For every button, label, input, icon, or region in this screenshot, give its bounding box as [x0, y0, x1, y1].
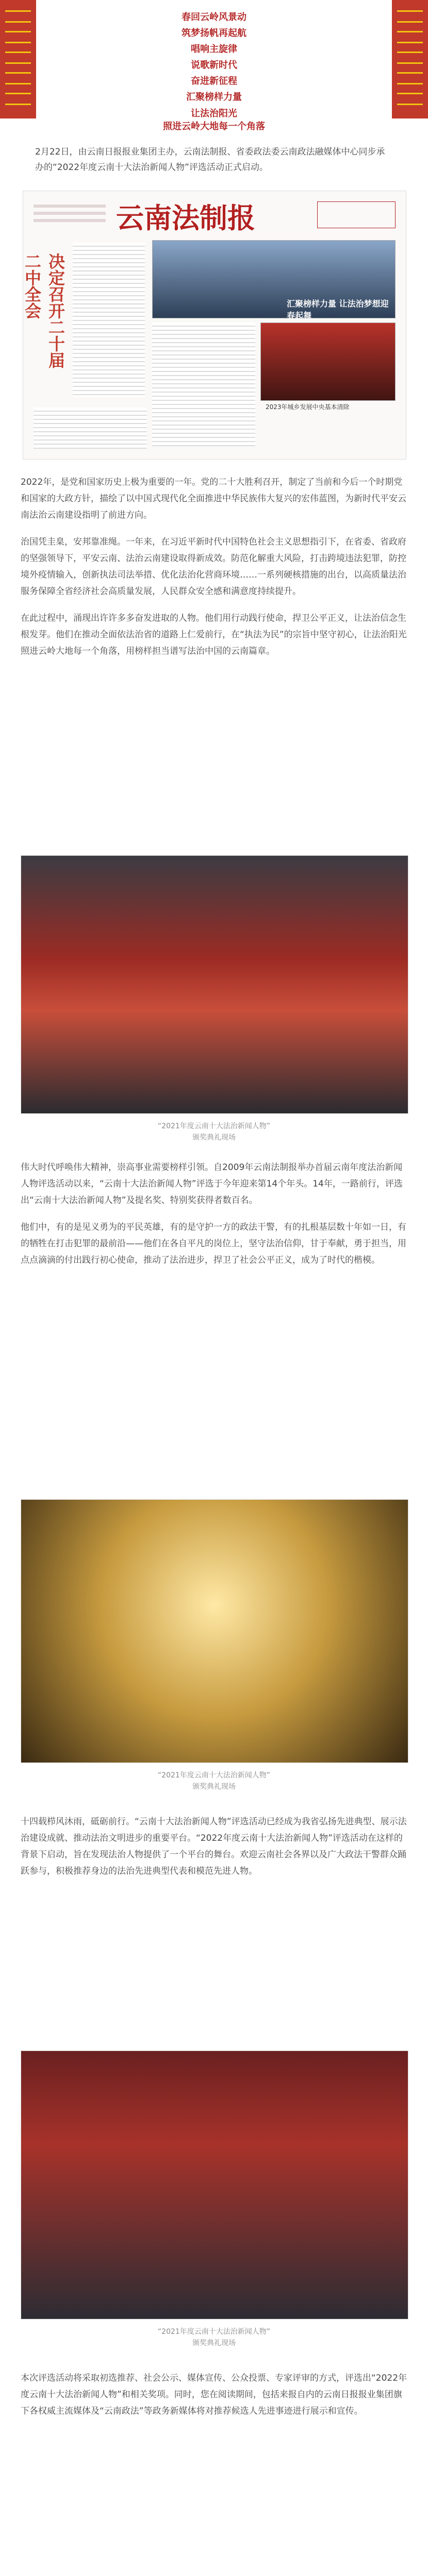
paragraph: 伟大时代呼唤伟大精神，崇高事业需要榜样引领。自2009年云南法制报举办首届云南年度法治新闻人物评选活动以来，“云南十大法治新闻人物”评选于今年迎来第14个年头。14年，一路前行，评选出“云南十大法治新闻人物”及提名奖、特别奖获得者数百名。 [21, 1162, 403, 1206]
paragraph-block-1 [21, 474, 407, 670]
intro-text: 2月22日，由云南日报报业集团主办，云南法制报、省委政法委云南政法融媒体中心同步承办的“2022年度云南十大法治新闻人物”评选活动正式启动。 [35, 147, 385, 173]
paragraph: 治国凭圭臬，安邦靠准绳。一年来，在习近平新时代中国特色社会主义思想指引下，在省委、省政府的坚强领导下，平安云南、法治云南建设取得新成效。防范化解重大风险，打击跨境违法犯罪，防控境外疫情输入，创新执法司法举措、优化法治化营商环境……一系列硬核措施的出台，以高质量法治服务保障全省经济社会高质量发展，人民群众安全感和满意度持续提升。 [21, 537, 406, 597]
slogan-line: 汇聚榜样力量 [186, 92, 242, 103]
newspaper-image [23, 191, 406, 460]
photo-caption-3 [21, 2326, 407, 2349]
caption-title: “2021年度云南十大法治新闻人物” [157, 1771, 271, 1780]
newspaper-headline: 决定召开二十届二中全会 [22, 253, 65, 368]
paragraph: 他们中，有的是见义勇为的平民英雄，有的是守护一方的政法干警，有的扎根基层数十年如一日，有的牺牲在打击犯罪的最前沿——他们在各自平凡的岗位上，坚守法治信仰，甘于奉献，勇于担当，用点点滴滴的付出践行初心使命，推动了法治进步，捍卫了社会公平正义，成为了时代的楷模。 [21, 1222, 406, 1265]
paragraph: 本次评选活动将采取初选推荐、社会公示、媒体宣传、公众投票、专家评审的方式，评选出“2022年度云南十大法治新闻人物”和相关奖项。同时，您在阅读期间，包括来报自内的云南日报报业集团旗下各权威主流媒体及“云南政法”等政务新媒体将对推荐候选人先进事迹进行展示和宣传。 [21, 2373, 407, 2416]
paragraph-block-4 [21, 2370, 407, 2430]
right-ribbon [392, 0, 428, 118]
slogan-list-3 [98, 118, 330, 134]
left-ribbon [0, 0, 36, 118]
newspaper-column [73, 243, 145, 397]
ceremony-photo-1 [21, 855, 408, 1114]
photo-caption-1 [21, 1121, 407, 1143]
slogan-list [98, 9, 330, 105]
newspaper-footer [34, 408, 147, 449]
newspaper-masthead: 云南法制报 [116, 201, 255, 234]
slogan-line: 筑梦扬帆再起航 [182, 28, 246, 39]
caption-credit: 颁奖典礼现场 [192, 1783, 236, 1791]
paragraph: 十四载栉风沐雨，砥砺前行。“云南十大法治新闻人物”评选活动已经成为我省弘扬先进典型、展示法治建设成就、推动法治文明进步的重要平台。“2022年度云南十大法治新闻人物”评选活动在这样的背景下启动，旨在发现法治人物提供了一个平台的舞台。欢迎云南社会各界以及广大政法干警群众踊跃参与，积极推荐身边的法治先进典型代表和模范先进人物。 [21, 1817, 407, 1876]
caption-title: “2021年度云南十大法治新闻人物” [157, 1122, 271, 1130]
newspaper-caption: 2023年城乡发展中央基本清除 [266, 403, 350, 411]
newspaper-photo-1 [152, 240, 396, 318]
slogan-line: 说歌新时代 [191, 60, 237, 71]
slogan-line: 照进云岭大地每一个角落 [163, 121, 265, 132]
ceremony-photo-2 [21, 2050, 408, 2319]
slogan-line: 奋进新征程 [191, 76, 237, 87]
photo-caption-2 [21, 1770, 407, 1792]
paragraph-block-3 [21, 1814, 407, 1890]
slogan-line: 让法治阳光 [191, 108, 237, 119]
caption-credit: 颁奖典礼现场 [192, 1133, 236, 1142]
slogan-line: 唱响主旋律 [191, 44, 237, 55]
paragraph: 在此过程中，涌现出许许多多奋发进取的人物。他们用行动践行使命，捍卫公平正义，让法治信念生根发芽。他们在推动全面依法治省的道路上仁爱前行，在“执法为民”的宗旨中坚守初心，让法治阳光照进云岭大地每一个角落，用榜样担当谱写法治中国的云南篇章。 [21, 613, 407, 656]
newspaper-meta-box [317, 201, 396, 228]
caption-title: “2021年度云南十大法治新闻人物” [157, 2328, 271, 2336]
trophy-photo [21, 1499, 408, 1763]
newspaper-photo-2 [260, 323, 396, 401]
newspaper-body [152, 323, 255, 446]
slogan-line: 春回云岭风景动 [182, 12, 246, 23]
paragraph-block-2 [21, 1159, 407, 1279]
newspaper-topline [34, 200, 106, 226]
paragraph: 2022年，是党和国家历史上极为重要的一年。党的二十大胜利召开，制定了当前和今后一个时期党和国家的大政方针，描绘了以中国式现代化全面推进中华民族伟大复兴的宏伟蓝图，为新时代平安云南法治云南建设指明了前进方向。 [21, 477, 406, 520]
newspaper-subhead: 汇聚榜样力量 让法治梦想迎春起舞 [287, 299, 389, 320]
caption-credit: 颁奖典礼现场 [192, 2339, 236, 2347]
slogan-banner [0, 0, 428, 132]
